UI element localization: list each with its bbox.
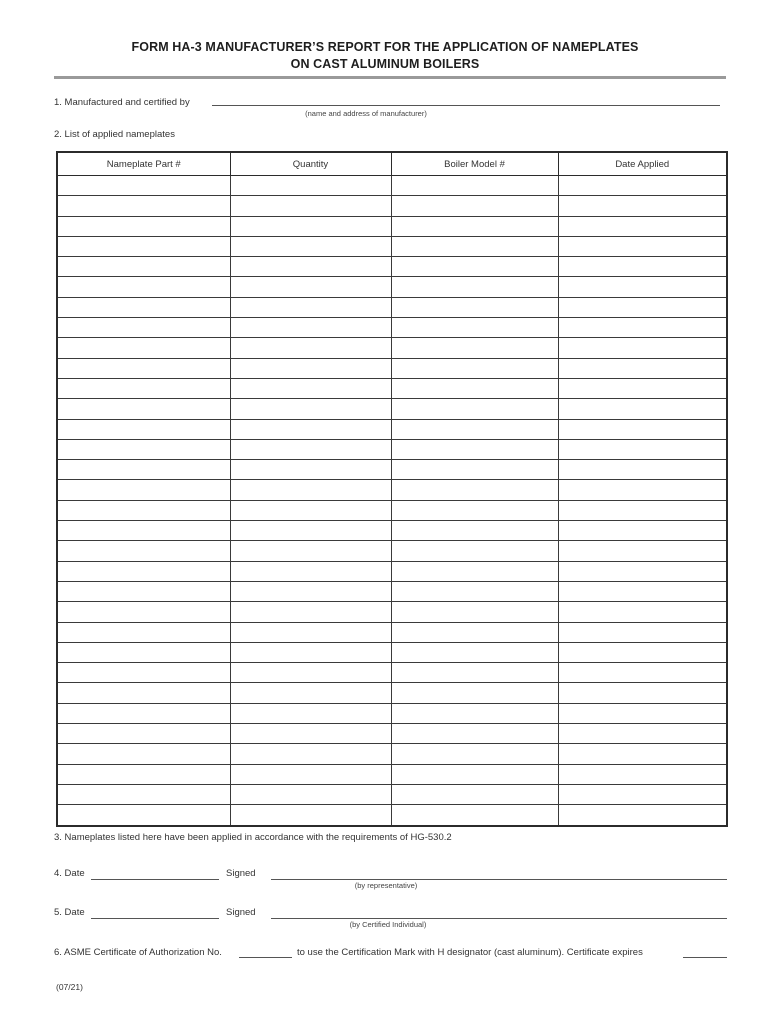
cell-nameplate-part[interactable] <box>57 764 230 784</box>
date-5-field[interactable] <box>91 918 219 919</box>
compliance-statement: 3. Nameplates listed here have been applied in accordance with the requirements of HG-530.2 <box>54 832 452 843</box>
cell-nameplate-part[interactable] <box>57 399 230 419</box>
cell-quantity[interactable] <box>230 460 391 480</box>
table-row <box>57 216 727 236</box>
manufacturer-field[interactable] <box>212 105 720 106</box>
cell-date-applied[interactable] <box>558 196 727 216</box>
cell-nameplate-part[interactable] <box>57 805 230 826</box>
cell-quantity[interactable] <box>230 724 391 744</box>
cell-quantity[interactable] <box>230 500 391 520</box>
cell-quantity[interactable] <box>230 196 391 216</box>
date-4-label: 4. Date <box>54 868 85 879</box>
cell-date-applied[interactable] <box>558 358 727 378</box>
certificate-label: 6. ASME Certificate of Authorization No. <box>54 947 222 958</box>
cell-date-applied[interactable] <box>558 602 727 622</box>
cell-nameplate-part[interactable] <box>57 439 230 459</box>
table-row <box>57 480 727 500</box>
cell-date-applied[interactable] <box>558 683 727 703</box>
certificate-expires-field[interactable] <box>683 957 727 958</box>
cell-date-applied[interactable] <box>558 663 727 683</box>
cell-quantity[interactable] <box>230 439 391 459</box>
table-row <box>57 622 727 642</box>
cell-quantity[interactable] <box>230 236 391 256</box>
cell-nameplate-part[interactable] <box>57 196 230 216</box>
cell-date-applied[interactable] <box>558 744 727 764</box>
cell-nameplate-part[interactable] <box>57 663 230 683</box>
cell-boiler-model[interactable] <box>391 602 558 622</box>
form-revision: (07/21) <box>56 982 83 992</box>
cell-date-applied[interactable] <box>558 642 727 662</box>
cell-quantity[interactable] <box>230 744 391 764</box>
table-row <box>57 561 727 581</box>
cell-boiler-model[interactable] <box>391 216 558 236</box>
cell-date-applied[interactable] <box>558 622 727 642</box>
cell-nameplate-part[interactable] <box>57 642 230 662</box>
cell-date-applied[interactable] <box>558 561 727 581</box>
table-header-row <box>57 152 727 176</box>
cell-boiler-model[interactable] <box>391 521 558 541</box>
cell-boiler-model[interactable] <box>391 297 558 317</box>
date-4-field[interactable] <box>91 879 219 880</box>
cell-boiler-model[interactable] <box>391 642 558 662</box>
cell-boiler-model[interactable] <box>391 683 558 703</box>
title-divider <box>54 76 726 79</box>
table-row <box>57 318 727 338</box>
cell-boiler-model[interactable] <box>391 784 558 804</box>
cell-nameplate-part[interactable] <box>57 500 230 520</box>
cell-quantity[interactable] <box>230 378 391 398</box>
cell-nameplate-part[interactable] <box>57 541 230 561</box>
cell-nameplate-part[interactable] <box>57 784 230 804</box>
cell-quantity[interactable] <box>230 297 391 317</box>
cell-nameplate-part[interactable] <box>57 236 230 256</box>
cell-nameplate-part[interactable] <box>57 703 230 723</box>
cell-quantity[interactable] <box>230 561 391 581</box>
cell-quantity[interactable] <box>230 602 391 622</box>
cell-nameplate-part[interactable] <box>57 683 230 703</box>
cell-boiler-model[interactable] <box>391 460 558 480</box>
cell-nameplate-part[interactable] <box>57 744 230 764</box>
signed-5-label: Signed <box>226 907 256 918</box>
nameplates-list-label: 2. List of applied nameplates <box>54 129 175 140</box>
signed-5-caption: (by Certified Individual) <box>349 920 427 929</box>
cell-boiler-model[interactable] <box>391 236 558 256</box>
header-boiler-model: Boiler Model # <box>391 152 558 176</box>
table-row <box>57 784 727 804</box>
cell-date-applied[interactable] <box>558 581 727 601</box>
cell-quantity[interactable] <box>230 581 391 601</box>
table-row <box>57 358 727 378</box>
cell-quantity[interactable] <box>230 541 391 561</box>
cell-date-applied[interactable] <box>558 216 727 236</box>
table-row <box>57 176 727 196</box>
cell-quantity[interactable] <box>230 784 391 804</box>
cell-date-applied[interactable] <box>558 277 727 297</box>
cell-boiler-model[interactable] <box>391 338 558 358</box>
cell-date-applied[interactable] <box>558 500 727 520</box>
cell-quantity[interactable] <box>230 683 391 703</box>
table-row <box>57 277 727 297</box>
cell-nameplate-part[interactable] <box>57 358 230 378</box>
cell-date-applied[interactable] <box>558 784 727 804</box>
cell-date-applied[interactable] <box>558 724 727 744</box>
table-row <box>57 257 727 277</box>
cell-quantity[interactable] <box>230 277 391 297</box>
cell-quantity[interactable] <box>230 764 391 784</box>
manufacturer-caption: (name and address of manufacturer) <box>305 109 427 118</box>
header-quantity: Quantity <box>230 152 391 176</box>
table-row <box>57 602 727 622</box>
cell-nameplate-part[interactable] <box>57 602 230 622</box>
table-row <box>57 764 727 784</box>
cell-quantity[interactable] <box>230 419 391 439</box>
cell-date-applied[interactable] <box>558 439 727 459</box>
cell-date-applied[interactable] <box>558 399 727 419</box>
cell-quantity[interactable] <box>230 216 391 236</box>
cell-date-applied[interactable] <box>558 318 727 338</box>
cell-date-applied[interactable] <box>558 257 727 277</box>
date-5-label: 5. Date <box>54 907 85 918</box>
cell-boiler-model[interactable] <box>391 581 558 601</box>
cell-boiler-model[interactable] <box>391 378 558 398</box>
cell-boiler-model[interactable] <box>391 500 558 520</box>
certificate-number-field[interactable] <box>239 957 292 958</box>
cell-nameplate-part[interactable] <box>57 216 230 236</box>
table-row <box>57 378 727 398</box>
cell-boiler-model[interactable] <box>391 561 558 581</box>
cell-nameplate-part[interactable] <box>57 176 230 196</box>
table-row <box>57 805 727 826</box>
table-body <box>57 176 727 826</box>
cell-date-applied[interactable] <box>558 176 727 196</box>
table-row <box>57 419 727 439</box>
cell-boiler-model[interactable] <box>391 318 558 338</box>
header-date-applied: Date Applied <box>558 152 727 176</box>
cell-date-applied[interactable] <box>558 541 727 561</box>
table-row <box>57 460 727 480</box>
cell-date-applied[interactable] <box>558 378 727 398</box>
cell-nameplate-part[interactable] <box>57 378 230 398</box>
table-row <box>57 297 727 317</box>
cell-nameplate-part[interactable] <box>57 480 230 500</box>
cell-boiler-model[interactable] <box>391 663 558 683</box>
cell-quantity[interactable] <box>230 176 391 196</box>
cell-boiler-model[interactable] <box>391 196 558 216</box>
table-row <box>57 338 727 358</box>
cell-quantity[interactable] <box>230 318 391 338</box>
cell-nameplate-part[interactable] <box>57 257 230 277</box>
cell-boiler-model[interactable] <box>391 541 558 561</box>
certificate-middle-text: to use the Certification Mark with H designator (cast aluminum). Certificate expires <box>297 947 643 958</box>
cell-boiler-model[interactable] <box>391 257 558 277</box>
cell-nameplate-part[interactable] <box>57 297 230 317</box>
cell-boiler-model[interactable] <box>391 744 558 764</box>
cell-boiler-model[interactable] <box>391 764 558 784</box>
cell-date-applied[interactable] <box>558 480 727 500</box>
table-row <box>57 399 727 419</box>
table-row <box>57 439 727 459</box>
table-row <box>57 703 727 723</box>
table-row <box>57 236 727 256</box>
table-row <box>57 581 727 601</box>
cell-quantity[interactable] <box>230 338 391 358</box>
signed-4-field[interactable] <box>271 879 727 880</box>
cell-nameplate-part[interactable] <box>57 460 230 480</box>
cell-quantity[interactable] <box>230 622 391 642</box>
cell-quantity[interactable] <box>230 703 391 723</box>
table-row <box>57 541 727 561</box>
cell-boiler-model[interactable] <box>391 724 558 744</box>
cell-date-applied[interactable] <box>558 419 727 439</box>
cell-nameplate-part[interactable] <box>57 724 230 744</box>
nameplates-table <box>56 151 728 827</box>
cell-date-applied[interactable] <box>558 703 727 723</box>
signed-4-caption: (by representative) <box>354 881 418 890</box>
table-row <box>57 663 727 683</box>
cell-nameplate-part[interactable] <box>57 521 230 541</box>
header-nameplate-part: Nameplate Part # <box>57 152 230 176</box>
cell-boiler-model[interactable] <box>391 399 558 419</box>
table-row <box>57 500 727 520</box>
cell-boiler-model[interactable] <box>391 277 558 297</box>
cell-nameplate-part[interactable] <box>57 277 230 297</box>
cell-nameplate-part[interactable] <box>57 581 230 601</box>
cell-nameplate-part[interactable] <box>57 338 230 358</box>
table-row <box>57 744 727 764</box>
table-row <box>57 683 727 703</box>
cell-date-applied[interactable] <box>558 764 727 784</box>
cell-quantity[interactable] <box>230 642 391 662</box>
form-title-line2: ON CAST ALUMINUM BOILERS <box>290 57 480 71</box>
cell-quantity[interactable] <box>230 480 391 500</box>
cell-boiler-model[interactable] <box>391 358 558 378</box>
cell-boiler-model[interactable] <box>391 805 558 826</box>
cell-nameplate-part[interactable] <box>57 561 230 581</box>
cell-boiler-model[interactable] <box>391 176 558 196</box>
signed-4-label: Signed <box>226 868 256 879</box>
cell-nameplate-part[interactable] <box>57 318 230 338</box>
cell-date-applied[interactable] <box>558 338 727 358</box>
signed-5-field[interactable] <box>271 918 727 919</box>
cell-boiler-model[interactable] <box>391 703 558 723</box>
cell-quantity[interactable] <box>230 805 391 826</box>
cell-date-applied[interactable] <box>558 297 727 317</box>
form-title-line1: FORM HA-3 MANUFACTURER’S REPORT FOR THE APPLICATION OF NAMEPLATES <box>131 40 639 54</box>
cell-date-applied[interactable] <box>558 521 727 541</box>
cell-quantity[interactable] <box>230 521 391 541</box>
cell-quantity[interactable] <box>230 399 391 419</box>
cell-boiler-model[interactable] <box>391 622 558 642</box>
cell-quantity[interactable] <box>230 663 391 683</box>
cell-quantity[interactable] <box>230 358 391 378</box>
cell-boiler-model[interactable] <box>391 439 558 459</box>
table-row <box>57 521 727 541</box>
cell-boiler-model[interactable] <box>391 480 558 500</box>
cell-date-applied[interactable] <box>558 805 727 826</box>
cell-nameplate-part[interactable] <box>57 622 230 642</box>
table-row <box>57 642 727 662</box>
cell-nameplate-part[interactable] <box>57 419 230 439</box>
cell-quantity[interactable] <box>230 257 391 277</box>
table-row <box>57 724 727 744</box>
cell-date-applied[interactable] <box>558 236 727 256</box>
cell-date-applied[interactable] <box>558 460 727 480</box>
cell-boiler-model[interactable] <box>391 419 558 439</box>
table-row <box>57 196 727 216</box>
manufacturer-label: 1. Manufactured and certified by <box>54 97 190 108</box>
